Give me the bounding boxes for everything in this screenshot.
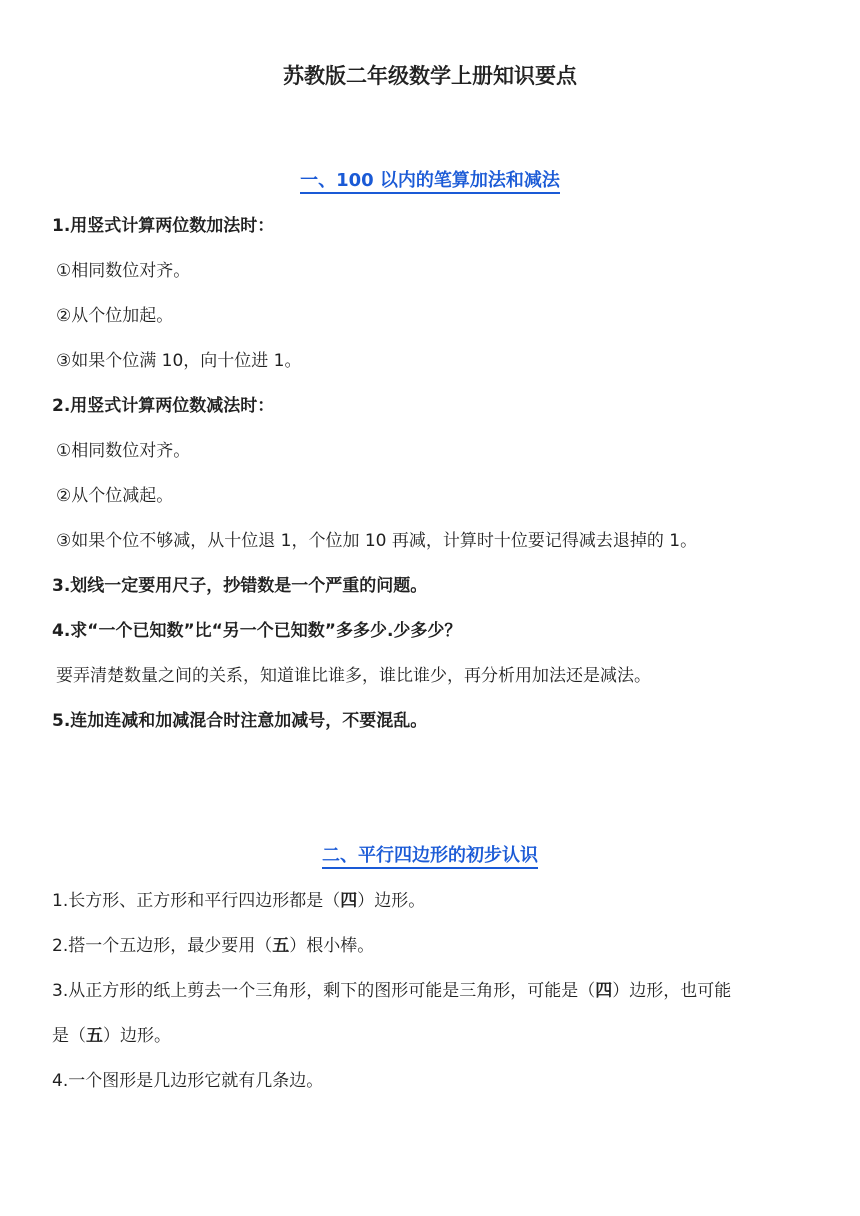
question-3-cont-text: 是（ <box>52 1026 86 1046</box>
section-heading-link[interactable]: 一、100 以内的笔算加法和减法 <box>300 170 560 194</box>
point-1-heading: 1.用竖式计算两位数加法时： <box>52 216 275 236</box>
question-1-tail: ）边形。 <box>357 891 426 911</box>
point-2-step-a: ①相同数位对齐。 <box>56 441 191 461</box>
question-3-answer-2: 五 <box>86 1026 103 1046</box>
point-2-step-c: ③如果个位不够减，从十位退 1，个位加 10 再减，计算时十位要记得减去退掉的 1。 <box>56 531 698 551</box>
point-4-heading: 4.求“一个已知数”比“另一个已知数”多多少.少多少？ <box>52 621 462 641</box>
question-3-middle: ）边形，也可能 <box>612 981 732 1001</box>
point-1-step-a: ①相同数位对齐。 <box>56 261 191 281</box>
point-1-step-b: ②从个位加起。 <box>56 306 174 326</box>
section-heading-addition-subtraction <box>0 168 860 194</box>
question-3 <box>52 978 812 1004</box>
point-2-heading: 2.用竖式计算两位数减法时： <box>52 396 275 416</box>
question-4: 4.一个图形是几边形它就有几条边。 <box>52 1071 324 1091</box>
question-2-tail: ）根小棒。 <box>289 936 375 956</box>
point-2-step-b: ②从个位减起。 <box>56 486 174 506</box>
question-2-text: 2.搭一个五边形，最少要用（ <box>52 936 273 956</box>
question-1-answer: 四 <box>340 891 358 911</box>
section-heading-parallelogram <box>0 843 860 869</box>
question-3-text: 3.从正方形的纸上剪去一个三角形，剩下的图形可能是三角形，可能是（ <box>52 981 596 1001</box>
question-2-answer: 五 <box>272 936 290 956</box>
question-1-text: 1.长方形、正方形和平行四边形都是（ <box>52 891 341 911</box>
question-2 <box>52 933 812 959</box>
point-4-explanation: 要弄清楚数量之间的关系，知道谁比谁多，谁比谁少，再分析用加法还是减法。 <box>56 666 651 686</box>
section-heading-link[interactable]: 二、平行四边形的初步认识 <box>322 845 538 869</box>
question-3-answer-1: 四 <box>595 981 613 1001</box>
point-5-heading: 5.连加连减和加减混合时注意加减号，不要混乱。 <box>52 711 428 731</box>
document-title: 苏教版二年级数学上册知识要点 <box>283 64 577 88</box>
question-1 <box>52 888 812 914</box>
point-1-step-c: ③如果个位满 10，向十位进 1。 <box>56 351 302 371</box>
question-3-continued <box>52 1023 812 1049</box>
question-3-tail: ）边形。 <box>103 1026 171 1046</box>
point-3-heading: 3.划线一定要用尺子，抄错数是一个严重的问题。 <box>52 576 428 596</box>
